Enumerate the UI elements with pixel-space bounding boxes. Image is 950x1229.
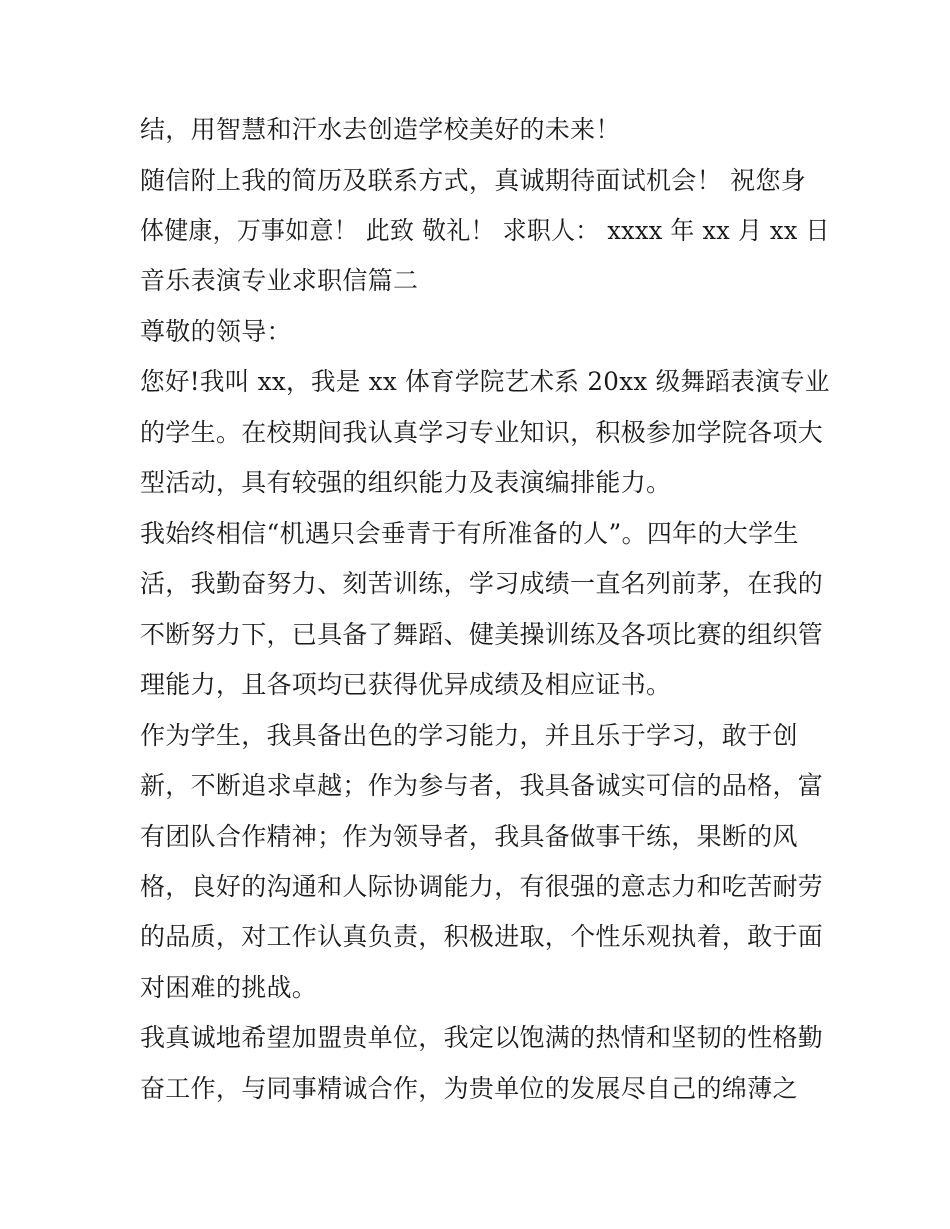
text-line: 作为学生，我具备出色的学习能力，并且乐于学习，敢于创 <box>140 721 798 750</box>
section-heading: 音乐表演专业求职信篇二 <box>140 266 419 295</box>
text-line: 不断努力下，已具备了舞蹈、健美操训练及各项比赛的组织管 <box>140 620 824 649</box>
text-line: 您好!我叫 xx，我是 xx 体育学院艺术系 20xx 级舞蹈表演专业 <box>140 367 830 396</box>
text-line: 奋工作，与同事精诚合作，为贵单位的发展尽自己的绵薄之 <box>140 1074 798 1103</box>
text-line: 格，良好的沟通和人际协调能力，有很强的意志力和吃苦耐劳 <box>140 872 824 901</box>
text-line: 对困难的挑战。 <box>140 973 318 1002</box>
text-line: 我始终相信“机遇只会垂青于有所准备的人”。四年的大学生 <box>140 519 799 548</box>
text-line: 随信附上我的简历及联系方式，真诚期待面试机会！ 祝您身 <box>140 166 807 195</box>
text-line: 结，用智慧和汗水去创造学校美好的未来！ <box>140 115 621 144</box>
text-line: 新，不断追求卓越；作为参与者，我具备诚实可信的品格，富 <box>140 771 824 800</box>
text-line: 的学生。在校期间我认真学习专业知识，积极参加学院各项大 <box>140 418 824 447</box>
text-line: 的品质，对工作认真负责，积极进取，个性乐观执着，敢于面 <box>140 922 824 951</box>
text-line: 理能力，且各项均已获得优异成绩及相应证书。 <box>140 670 672 699</box>
text-line: 有团队合作精神；作为领导者，我具备做事干练，果断的风 <box>140 822 798 851</box>
text-line: 型活动，具有较强的组织能力及表演编排能力。 <box>140 468 672 497</box>
text-line: 活，我勤奋努力、刻苦训练，学习成绩一直名列前茅，在我的 <box>140 569 824 598</box>
text-line: 体健康，万事如意！ 此致 敬礼！ 求职人： xxxx 年 xx 月 xx 日 <box>140 216 830 245</box>
salutation: 尊敬的领导： <box>140 317 292 346</box>
text-line: 我真诚地希望加盟贵单位，我定以饱满的热情和坚韧的性格勤 <box>140 1023 824 1052</box>
